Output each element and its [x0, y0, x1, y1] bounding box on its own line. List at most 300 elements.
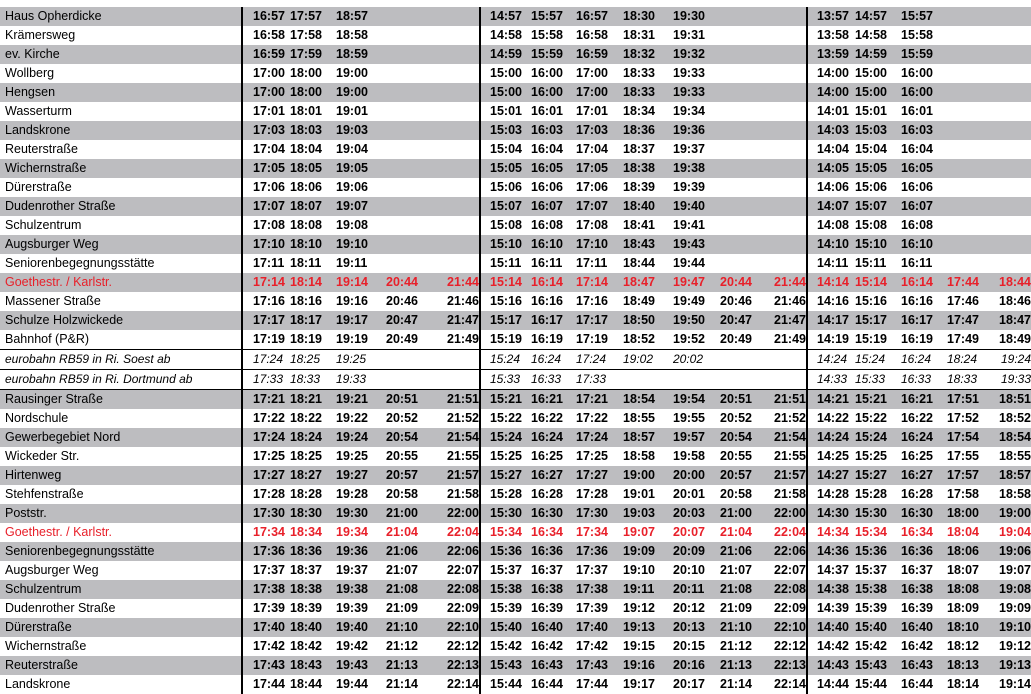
departure-time: 19:52 [673, 332, 705, 346]
departure-time: 21:57 [770, 466, 807, 485]
departure-time: 22:12 [447, 639, 479, 653]
departure-time: 21:47 [770, 311, 807, 330]
departure-time: 16:17 [531, 311, 576, 330]
departure-time: 15:24 [480, 350, 531, 370]
departure-time [673, 370, 720, 390]
departure-time: 18:41 [623, 218, 655, 232]
stop-row [0, 102, 1031, 121]
departure-time: 14:22 [807, 409, 855, 428]
departure-time: 17:46 [947, 294, 979, 308]
departure-time: 18:07 [947, 563, 979, 577]
departure-time: 17:28 [242, 485, 290, 504]
departure-time: 16:43 [531, 656, 576, 675]
departure-time [434, 159, 480, 178]
departure-time: 18:30 [290, 504, 336, 523]
departure-time [720, 235, 770, 254]
departure-time [770, 45, 807, 64]
departure-time: 22:00 [770, 504, 807, 523]
stop-name: Wasserturm [5, 104, 72, 118]
departure-time: 18:58 [623, 449, 655, 463]
departure-time: 18:54 [623, 390, 673, 410]
departure-time: 22:13 [434, 656, 480, 675]
departure-time: 17:34 [242, 523, 290, 542]
departure-time: 19:05 [336, 159, 386, 178]
departure-time: 21:09 [386, 601, 418, 615]
stop-name: Hengsen [0, 83, 242, 102]
departure-time [434, 83, 480, 102]
departure-time: 16:24 [531, 428, 576, 447]
departure-time: 17:14 [242, 273, 290, 292]
departure-time [720, 45, 770, 64]
departure-time: 15:06 [855, 180, 887, 194]
departure-time: 18:25 [290, 350, 336, 370]
departure-time [720, 216, 770, 235]
departure-time: 17:06 [576, 180, 608, 194]
departure-time: 20:01 [673, 487, 705, 501]
departure-time: 18:43 [290, 656, 336, 675]
departure-time: 17:38 [576, 580, 623, 599]
departure-time: 17:04 [576, 142, 608, 156]
departure-time: 14:07 [807, 197, 855, 216]
departure-time: 17:27 [242, 466, 290, 485]
departure-time: 15:27 [480, 466, 531, 485]
departure-time: 19:00 [336, 66, 368, 80]
departure-time: 21:49 [447, 332, 479, 346]
departure-time: 21:10 [386, 618, 434, 637]
departure-time: 17:11 [242, 254, 290, 273]
departure-time [386, 7, 434, 26]
departure-time: 14:03 [807, 121, 855, 140]
departure-time: 16:38 [901, 580, 947, 599]
departure-time [770, 216, 807, 235]
departure-time: 19:38 [336, 580, 386, 599]
departure-time: 15:05 [855, 159, 901, 178]
departure-time: 14:01 [807, 102, 855, 121]
departure-time: 14:17 [807, 311, 855, 330]
departure-time: 17:52 [947, 411, 979, 425]
stop-row [0, 121, 1031, 140]
departure-time: 18:24 [290, 428, 336, 447]
departure-time [947, 235, 994, 254]
departure-time: 17:43 [242, 656, 290, 675]
departure-time: 22:07 [774, 563, 806, 577]
departure-time: 14:27 [807, 466, 855, 485]
departure-time: 19:43 [673, 235, 720, 254]
departure-time: 15:25 [480, 447, 531, 466]
departure-time: 16:58 [576, 28, 608, 42]
departure-time [386, 159, 434, 178]
departure-time: 15:58 [901, 28, 933, 42]
departure-time: 16:33 [531, 370, 576, 390]
departure-time: 15:40 [480, 618, 531, 637]
departure-time: 17:38 [242, 580, 290, 599]
stop-row [0, 523, 1031, 542]
departure-time: 16:05 [901, 159, 947, 178]
departure-time: 21:52 [447, 411, 479, 425]
departure-time: 15:14 [855, 273, 901, 292]
departure-time: 14:58 [480, 26, 531, 45]
departure-time [947, 83, 994, 102]
departure-time: 16:00 [901, 83, 947, 102]
departure-time: 19:17 [623, 677, 655, 691]
stop-name: Dürerstraße [0, 618, 242, 637]
departure-time: 17:47 [947, 311, 994, 330]
departure-time: 14:39 [807, 599, 855, 618]
departure-time: 19:10 [994, 618, 1031, 637]
departure-time: 19:34 [673, 104, 705, 118]
departure-time: 14:25 [807, 447, 855, 466]
stop-name: Dudenrother Straße [0, 197, 242, 216]
departure-time: 18:54 [994, 428, 1031, 447]
departure-time: 19:25 [336, 449, 368, 463]
departure-time: 15:30 [855, 504, 901, 523]
departure-time: 22:14 [447, 677, 479, 691]
departure-time: 18:08 [290, 218, 322, 232]
departure-time: 19:12 [623, 601, 655, 615]
train-connection-label: eurobahn RB59 in Ri. Soest ab [0, 350, 242, 370]
departure-time [720, 7, 770, 26]
stop-name: Landskrone [5, 677, 71, 691]
departure-time: 22:00 [434, 504, 480, 523]
departure-time: 14:10 [807, 235, 855, 254]
departure-time: 19:07 [999, 563, 1031, 577]
stop-name: Wollberg [5, 66, 55, 80]
departure-time: 19:42 [336, 639, 368, 653]
departure-time: 19:06 [994, 542, 1031, 561]
departure-time [434, 64, 480, 83]
departure-time: 21:14 [386, 677, 418, 691]
departure-time: 15:28 [480, 485, 531, 504]
departure-time: 17:58 [947, 487, 979, 501]
departure-time: 22:10 [770, 618, 807, 637]
departure-time: 15:27 [855, 466, 901, 485]
departure-time: 18:39 [290, 601, 322, 615]
departure-time: 20:09 [673, 542, 720, 561]
departure-time: 16:27 [531, 466, 576, 485]
stop-name: ev. Kirche [0, 45, 242, 64]
departure-time: 16:17 [901, 311, 947, 330]
departure-time: 15:14 [480, 273, 531, 292]
departure-time: 14:05 [807, 159, 855, 178]
departure-time [947, 159, 994, 178]
departure-time [434, 178, 480, 197]
departure-time [720, 83, 770, 102]
departure-time: 17:16 [242, 292, 290, 311]
departure-time: 18:00 [947, 504, 994, 523]
stop-name: Gewerbegebiet Nord [0, 428, 242, 447]
departure-time: 17:42 [242, 637, 290, 656]
departure-time: 19:14 [336, 273, 386, 292]
departure-time: 16:19 [531, 332, 563, 346]
departure-time: 18:58 [336, 28, 368, 42]
departure-time [994, 197, 1031, 216]
departure-time [386, 140, 434, 159]
departure-time: 15:03 [855, 121, 901, 140]
departure-time: 14:14 [807, 273, 855, 292]
departure-time: 21:44 [770, 273, 807, 292]
departure-time: 19:30 [336, 504, 386, 523]
departure-time: 20:10 [673, 563, 705, 577]
departure-time: 17:36 [242, 542, 290, 561]
departure-time: 20:03 [673, 504, 720, 523]
departure-time: 20:58 [386, 487, 418, 501]
departure-time: 19:33 [673, 66, 705, 80]
departure-time: 18:46 [999, 294, 1031, 308]
departure-time: 20:00 [673, 466, 720, 485]
departure-time: 18:44 [290, 677, 322, 691]
departure-time: 15:25 [855, 449, 887, 463]
departure-time: 15:38 [480, 580, 531, 599]
departure-time: 19:21 [336, 390, 386, 410]
departure-time: 18:52 [999, 411, 1031, 425]
departure-time: 19:03 [623, 504, 673, 523]
departure-time [770, 197, 807, 216]
stop-name: Schulzentrum [0, 580, 242, 599]
departure-time [947, 64, 994, 83]
departure-time: 18:43 [623, 235, 673, 254]
departure-time: 13:57 [807, 7, 855, 26]
departure-time: 17:30 [242, 504, 290, 523]
stop-name: Nordschule [5, 411, 69, 425]
departure-time: 20:17 [673, 677, 705, 691]
departure-time: 19:36 [336, 542, 386, 561]
departure-time: 16:08 [531, 218, 563, 232]
departure-time: 17:17 [576, 311, 623, 330]
departure-time [770, 26, 807, 45]
departure-time: 16:57 [242, 7, 290, 26]
departure-time: 21:08 [386, 580, 434, 599]
departure-time [386, 83, 434, 102]
departure-time: 14:36 [807, 542, 855, 561]
stop-row [0, 64, 1031, 83]
departure-time [386, 197, 434, 216]
departure-time: 15:44 [855, 677, 887, 691]
departure-time: 19:32 [673, 45, 720, 64]
departure-time [720, 254, 770, 273]
departure-time: 18:17 [290, 311, 336, 330]
stop-row [0, 656, 1031, 675]
departure-time: 18:58 [999, 487, 1031, 501]
departure-time: 19:33 [336, 370, 386, 390]
departure-time: 15:33 [480, 370, 531, 390]
departure-time: 16:07 [901, 197, 947, 216]
departure-time [386, 26, 434, 45]
departure-time: 20:54 [720, 428, 770, 447]
departure-time: 18:14 [290, 273, 336, 292]
departure-time: 17:01 [576, 104, 608, 118]
departure-time: 14:42 [807, 637, 855, 656]
departure-time: 20:13 [673, 618, 720, 637]
departure-time: 16:03 [531, 121, 576, 140]
departure-time: 14:58 [855, 28, 887, 42]
stop-name: Reuterstraße [5, 142, 78, 156]
departure-time: 17:01 [242, 102, 290, 121]
departure-time: 16:34 [901, 525, 933, 539]
departure-time: 15:00 [855, 83, 901, 102]
departure-time [994, 45, 1031, 64]
departure-time: 15:24 [855, 350, 901, 370]
departure-time: 15:16 [480, 292, 531, 311]
departure-time: 21:14 [720, 677, 752, 691]
departure-time: 16:36 [901, 542, 947, 561]
departure-time: 20:11 [673, 580, 720, 599]
departure-time: 15:07 [480, 197, 531, 216]
departure-time: 16:11 [531, 256, 563, 270]
departure-time: 17:10 [576, 235, 623, 254]
departure-time: 16:19 [901, 332, 933, 346]
departure-time: 16:14 [531, 273, 576, 292]
departure-time [386, 121, 434, 140]
departure-time: 17:10 [242, 235, 290, 254]
departure-time [386, 178, 434, 197]
departure-time: 14:57 [480, 7, 531, 26]
departure-time: 20:49 [386, 332, 418, 346]
stop-row [0, 599, 1031, 618]
departure-time: 15:11 [855, 256, 887, 270]
departure-time: 17:44 [242, 675, 290, 694]
departure-time [994, 254, 1031, 273]
departure-time: 16:06 [901, 180, 933, 194]
departure-time: 21:54 [434, 428, 480, 447]
departure-time: 16:08 [901, 218, 933, 232]
departure-time: 16:22 [901, 411, 933, 425]
departure-time: 14:33 [807, 370, 855, 390]
departure-time: 16:21 [531, 390, 576, 410]
stop-name: Seniorenbegegnungsstätte [5, 256, 155, 270]
departure-time: 21:55 [774, 449, 806, 463]
departure-time: 17:00 [242, 83, 290, 102]
departure-time: 20:47 [720, 311, 770, 330]
departure-time: 17:27 [576, 466, 623, 485]
departure-time: 17:16 [576, 294, 608, 308]
departure-time: 18:55 [999, 449, 1031, 463]
departure-time [386, 254, 434, 273]
stop-row [0, 197, 1031, 216]
departure-time [947, 254, 994, 273]
departure-time: 18:57 [994, 466, 1031, 485]
departure-time [386, 235, 434, 254]
departure-time: 16:22 [531, 411, 563, 425]
departure-time: 21:47 [434, 311, 480, 330]
departure-time: 15:36 [480, 542, 531, 561]
departure-time [994, 159, 1031, 178]
departure-time: 20:55 [386, 449, 418, 463]
departure-time: 18:13 [947, 656, 994, 675]
departure-time: 18:44 [623, 256, 655, 270]
departure-time [770, 102, 807, 121]
departure-time [720, 140, 770, 159]
stop-row [0, 330, 1031, 350]
departure-time: 19:40 [673, 197, 720, 216]
departure-time: 18:05 [290, 159, 336, 178]
departure-time: 17:33 [576, 370, 623, 390]
departure-time [994, 178, 1031, 197]
departure-time: 16:06 [531, 180, 563, 194]
departure-time: 13:59 [807, 45, 855, 64]
departure-time: 20:51 [720, 390, 770, 410]
departure-time: 16:16 [901, 294, 933, 308]
departure-time: 14:00 [807, 83, 855, 102]
departure-time: 17:24 [242, 350, 290, 370]
departure-time: 15:42 [480, 637, 531, 656]
departure-time: 19:16 [623, 656, 673, 675]
departure-time: 14:08 [807, 216, 855, 235]
departure-time: 16:25 [901, 449, 933, 463]
stop-row [0, 216, 1031, 235]
departure-time: 19:04 [999, 525, 1031, 539]
stop-row [0, 428, 1031, 447]
departure-time: 17:49 [947, 332, 979, 346]
departure-time: 21:44 [434, 273, 480, 292]
departure-time: 20:12 [673, 601, 705, 615]
departure-time: 17:57 [947, 466, 994, 485]
departure-time: 19:24 [994, 350, 1031, 370]
departure-time: 14:34 [807, 523, 855, 542]
departure-time: 19:12 [999, 639, 1031, 653]
departure-time: 21:10 [720, 618, 770, 637]
departure-time: 14:11 [807, 254, 855, 273]
departure-time: 20:49 [720, 332, 752, 346]
departure-time: 17:07 [576, 197, 623, 216]
departure-time: 15:39 [855, 601, 887, 615]
departure-time: 15:43 [480, 656, 531, 675]
departure-time: 16:01 [531, 104, 563, 118]
departure-time: 16:59 [242, 45, 290, 64]
departure-time: 19:10 [623, 563, 655, 577]
departure-time: 17:24 [576, 350, 623, 370]
departure-time: 19:30 [673, 7, 720, 26]
departure-time [994, 102, 1031, 121]
departure-time: 15:06 [480, 178, 531, 197]
departure-time: 18:28 [290, 487, 322, 501]
departure-time: 19:09 [623, 542, 673, 561]
departure-time: 18:33 [290, 370, 336, 390]
departure-time: 19:19 [336, 332, 368, 346]
departure-time: 18:25 [290, 449, 322, 463]
departure-time: 15:28 [855, 487, 887, 501]
departure-time [720, 197, 770, 216]
stop-name: Goethestr. / Karlstr. [5, 525, 112, 539]
departure-time: 15:03 [480, 121, 531, 140]
stop-name: Dudenrother Straße [5, 601, 116, 615]
stop-row [0, 26, 1031, 45]
departure-time: 21:12 [386, 639, 418, 653]
departure-time: 18:57 [623, 428, 673, 447]
departure-time: 17:21 [242, 390, 290, 410]
departure-time: 16:28 [901, 487, 933, 501]
departure-time: 22:08 [770, 580, 807, 599]
departure-time: 17:25 [242, 447, 290, 466]
departure-time: 18:49 [999, 332, 1031, 346]
departure-time [994, 7, 1031, 26]
departure-time: 19:28 [336, 487, 368, 501]
departure-time: 15:19 [855, 332, 887, 346]
departure-time [770, 159, 807, 178]
departure-time: 17:00 [576, 66, 608, 80]
departure-time: 14:59 [855, 45, 901, 64]
departure-time: 18:55 [623, 411, 655, 425]
departure-time: 18:07 [290, 197, 336, 216]
departure-time: 14:59 [480, 45, 531, 64]
departure-time [386, 102, 434, 121]
departure-time: 17:57 [290, 7, 336, 26]
departure-time: 22:07 [447, 563, 479, 577]
stop-name: Schulze Holzwickede [0, 311, 242, 330]
departure-time: 21:06 [720, 542, 770, 561]
departure-time: 18:40 [290, 618, 336, 637]
departure-time: 19:11 [336, 256, 368, 270]
departure-time: 16:38 [531, 580, 576, 599]
